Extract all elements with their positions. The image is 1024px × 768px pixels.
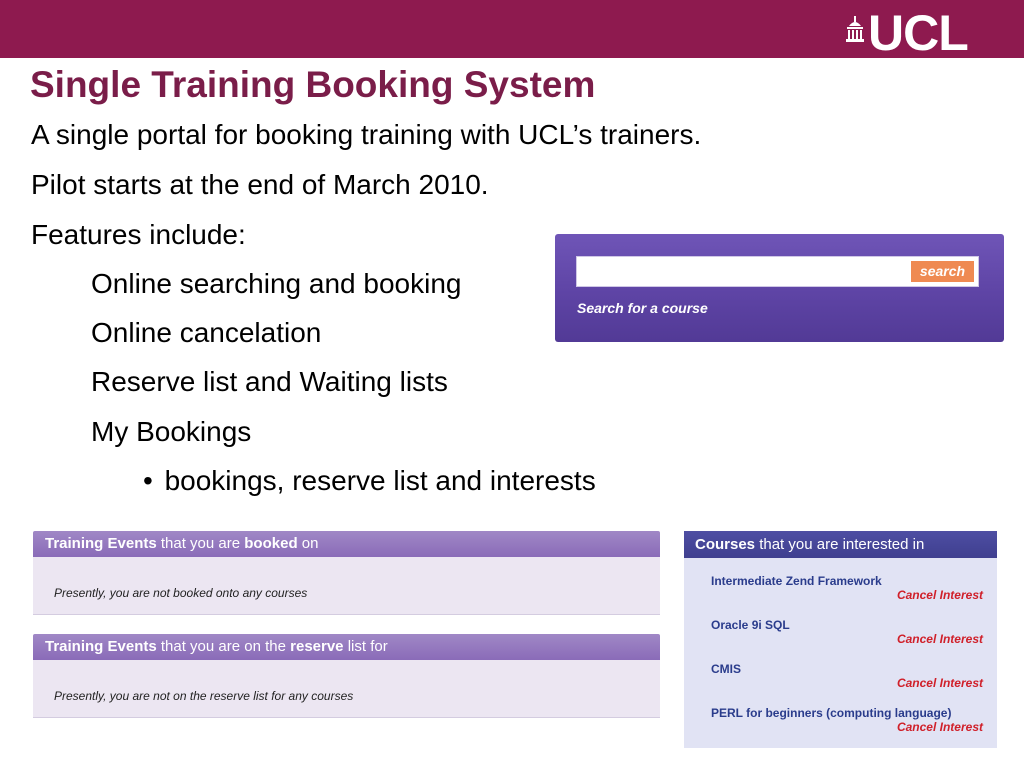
course-item: [684, 662, 997, 702]
cancel-interest-link[interactable]: Cancel Interest: [896, 676, 983, 690]
course-link[interactable]: PERL for beginners (computing language): [711, 706, 952, 720]
header-text: that you are: [156, 535, 245, 552]
search-button[interactable]: search: [911, 261, 974, 282]
booked-empty-message: Presently, you are not booked onto any courses: [54, 586, 308, 600]
header-text: list for: [343, 638, 388, 655]
reserve-panel-header: [33, 634, 660, 660]
header-bold: reserve: [290, 638, 344, 655]
course-item: [684, 574, 997, 614]
intro-line: A single portal for booking training with UCL’s trainers.: [31, 119, 702, 150]
cancel-interest-link[interactable]: Cancel Interest: [896, 588, 983, 602]
course-link[interactable]: Intermediate Zend Framework: [711, 574, 882, 588]
sub-feature-label: bookings, reserve list and interests: [164, 465, 596, 496]
booked-events-panel: [33, 531, 660, 615]
portico-icon: [846, 16, 864, 42]
reserve-events-panel: [33, 634, 660, 718]
pilot-line: Pilot starts at the end of March 2010.: [31, 169, 489, 200]
course-link[interactable]: Oracle 9i SQL: [711, 618, 790, 632]
header-bold: booked: [244, 535, 298, 552]
feature-item: My Bookings: [91, 416, 252, 447]
courses-interest-panel: [684, 531, 997, 748]
header-bold: Training Events: [45, 535, 157, 552]
feature-item: Online searching and booking: [91, 268, 462, 299]
cancel-interest-link[interactable]: Cancel Interest: [896, 632, 983, 646]
cancel-interest-link[interactable]: Cancel Interest: [896, 720, 983, 734]
course-item: [684, 706, 997, 746]
sub-feature-item: [143, 464, 596, 498]
search-input[interactable]: [581, 260, 901, 283]
booked-panel-header: [33, 531, 660, 557]
search-caption: Search for a course: [577, 300, 708, 316]
feature-item: Online cancelation: [91, 317, 322, 348]
header-bar: [0, 0, 1024, 61]
course-link[interactable]: CMIS: [711, 662, 741, 676]
features-heading: Features include:: [31, 219, 246, 250]
reserve-empty-message: Presently, you are not on the reserve list for any courses: [54, 689, 354, 703]
courses-panel-header: [684, 531, 997, 558]
ucl-logo: [846, 5, 992, 61]
search-box: [576, 256, 979, 287]
feature-item: Reserve list and Waiting lists: [91, 366, 448, 397]
header-bold: Training Events: [45, 638, 157, 655]
header-text: that you are interested in: [755, 536, 925, 553]
header-text: that you are on the: [156, 638, 291, 655]
course-item: [684, 618, 997, 658]
header-text: on: [297, 535, 319, 552]
header-bold: Courses: [695, 536, 756, 553]
logo-text: UCL: [868, 5, 968, 61]
bullet: •: [143, 465, 153, 496]
search-panel: [555, 234, 1004, 342]
slide-title: Single Training Booking System: [30, 64, 596, 105]
